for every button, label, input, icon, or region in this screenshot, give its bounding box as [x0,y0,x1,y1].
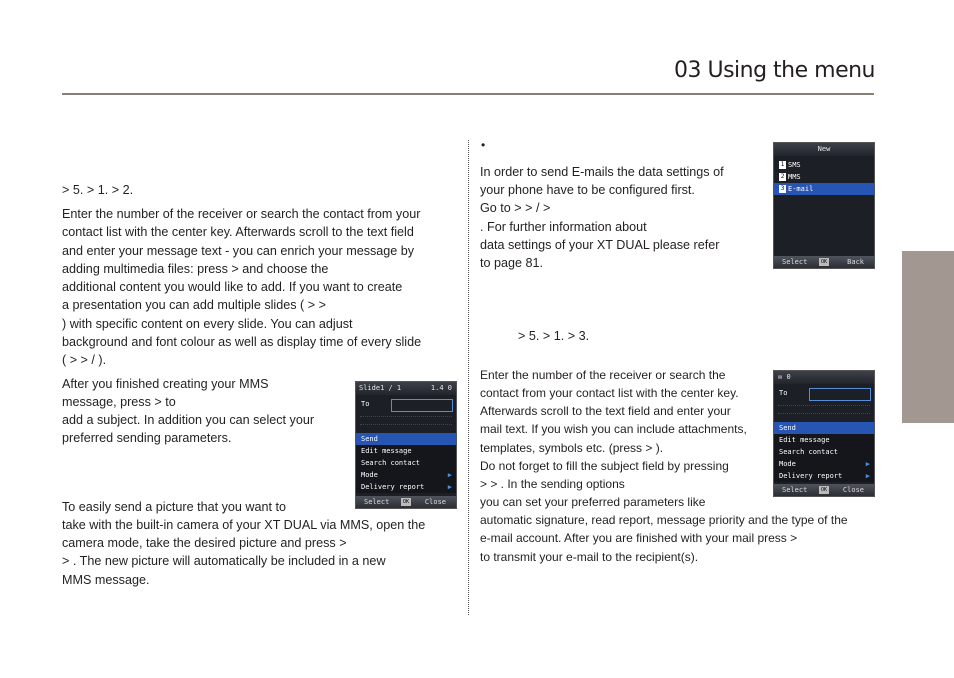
menu-item-search-contact[interactable]: Search contact [779,448,839,456]
select-softkey[interactable]: Select [782,258,808,266]
softkey-bar [356,496,456,508]
chevron-right-icon: ▶ [447,483,452,491]
menu-item-search-contact[interactable]: Search contact [361,459,421,467]
select-softkey[interactable]: Select [364,498,390,506]
bullet: • [481,138,486,152]
column-divider [468,140,469,615]
menu-item-email[interactable]: 3 E-mail [774,183,874,195]
ok-key-icon[interactable]: OK [820,487,828,493]
menu-item-delivery-report[interactable]: Delivery report ▶ [361,483,452,491]
back-softkey[interactable]: Back [847,258,864,266]
menu-item-mode[interactable]: Mode ▶ [779,460,870,468]
envelope-icon: ✉ [778,373,783,381]
ok-key-icon[interactable]: OK [402,499,410,505]
number-3-icon: 3 [780,185,785,192]
size-indicator: 1.4 0 [430,384,452,392]
screen-title: New [774,143,874,156]
email-screen [773,370,875,497]
to-label: To [361,400,370,408]
softkey-bar [774,484,874,496]
chevron-right-icon: ▶ [447,471,452,479]
chapter-tab [902,251,954,423]
menu-item-send[interactable]: Send [356,433,456,445]
number-1-icon: 1 [780,161,785,168]
menu-item-delivery-report[interactable]: Delivery report ▶ [779,472,870,480]
new-message-screen [773,142,875,269]
email-menu-path: > 5. > 1. > 3. [518,329,590,343]
slide-counter: Slide1 / 1 [359,384,402,392]
page-title: 03 Using the menu [673,58,875,83]
to-field[interactable] [391,399,453,412]
options-menu [774,422,874,482]
options-menu [356,433,456,493]
to-label: To [779,389,788,397]
number-2-icon: 2 [780,173,785,180]
header-rule [62,93,874,95]
chevron-right-icon: ▶ [865,460,870,468]
select-softkey[interactable]: Select [782,486,808,494]
menu-item-edit-message[interactable]: Edit message [361,447,412,455]
menu-item-mode[interactable]: Mode ▶ [361,471,452,479]
menu-item-edit-message[interactable]: Edit message [779,436,830,444]
to-field[interactable] [809,388,871,401]
close-softkey[interactable]: Close [424,498,446,506]
attachment-count: 0 [786,373,791,381]
mms-screen [355,381,457,509]
menu-item-send[interactable]: Send [774,422,874,434]
menu-item-mms[interactable]: 2 MMS [780,173,801,181]
close-softkey[interactable]: Close [842,486,864,494]
menu-item-sms[interactable]: 1 SMS [780,161,801,169]
softkey-bar [774,256,874,268]
ok-key-icon[interactable]: OK [820,259,828,265]
mms-menu-path: > 5. > 1. > 2. [62,183,134,197]
chevron-right-icon: ▶ [865,472,870,480]
